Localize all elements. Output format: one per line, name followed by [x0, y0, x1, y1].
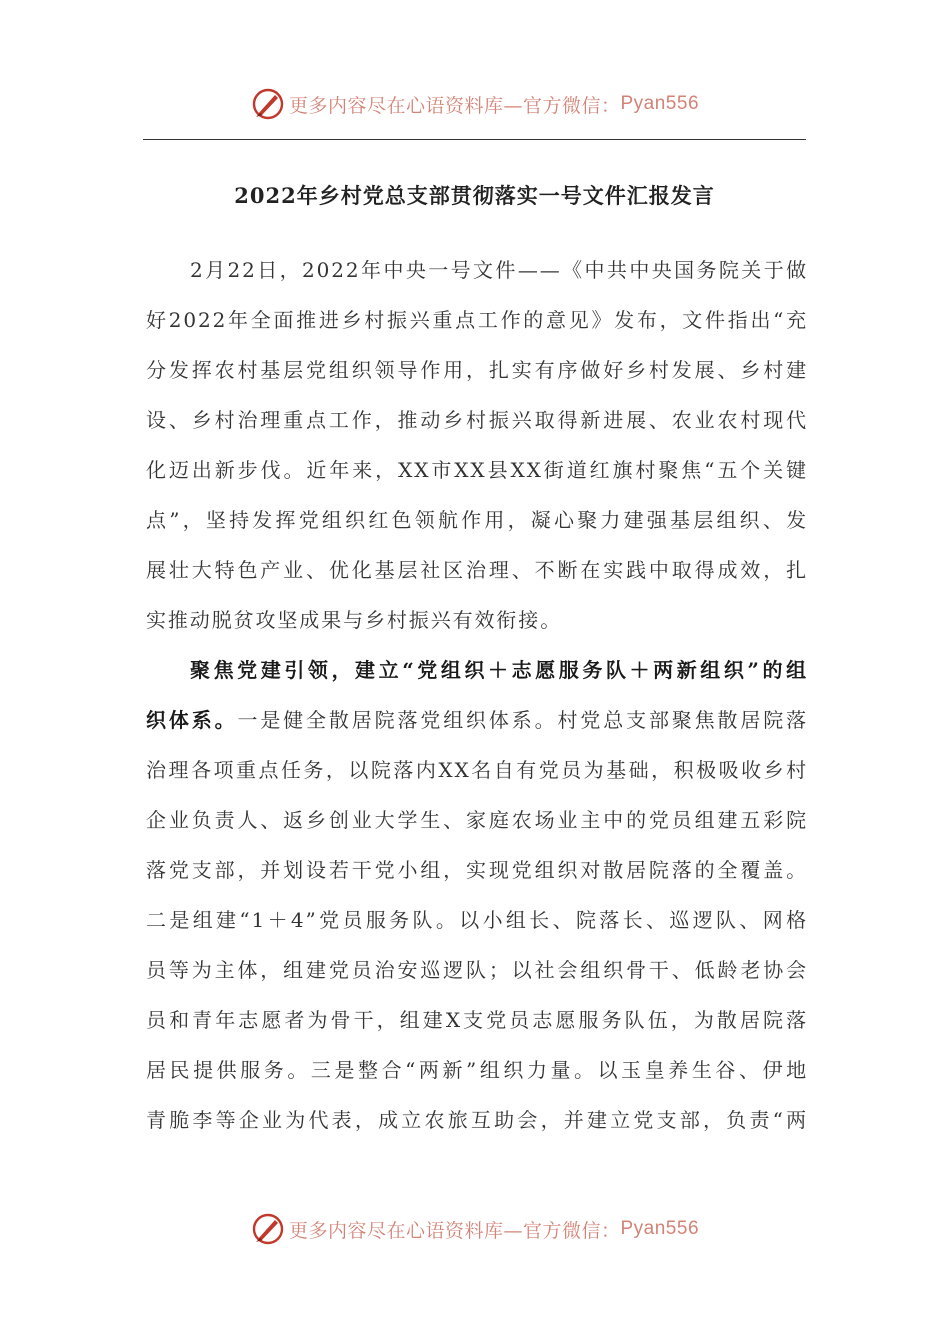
- paragraph-line: 好2022年全面推进乡村振兴重点工作的意见》发布，文件指出“充: [146, 308, 808, 332]
- header-wechat-id: Pyan556: [620, 93, 700, 114]
- paragraph-line: 设、乡村治理重点工作，推动乡村振兴取得新进展、农业农村现代: [146, 408, 808, 432]
- paragraph-line: 员和青年志愿者为骨干，组建X支党员志愿服务队伍，为散居院落: [146, 1008, 808, 1032]
- paragraph-line: 落党支部，并划设若干党小组，实现党组织对散居院落的全覆盖。: [146, 858, 808, 882]
- paragraph-line: 2月22日，2022年中央一号文件——《中共中央国务院关于做: [190, 258, 808, 282]
- pen-logo-icon: [251, 1212, 285, 1246]
- paragraph-line: 员等为主体，组建党员治安巡逻队；以社会组织骨干、低龄老协会: [146, 958, 808, 982]
- paragraph-text: 一是健全散居院落党组织体系。村党总支部聚焦散居院落: [237, 708, 809, 732]
- section-heading-end: 织体系。: [146, 708, 238, 732]
- paragraph-line: 企业负责人、返乡创业大学生、家庭农场业主中的党员组建五彩院: [146, 808, 808, 832]
- header-divider: [143, 139, 806, 140]
- footer-wechat-id: Pyan556: [620, 1218, 700, 1239]
- document-body: [146, 245, 808, 1145]
- paragraph-line: 治理各项重点任务，以院落内XX名自有党员为基础，积极吸收乡村: [146, 758, 808, 782]
- paragraph-line: 居民提供服务。三是整合“两新”组织力量。以玉皇养生谷、伊地: [146, 1058, 808, 1082]
- header-banner: [0, 84, 950, 124]
- footer-banner: [0, 1209, 950, 1249]
- paragraph-line: 二是组建“1＋4”党员服务队。以小组长、院落长、巡逻队、网格: [146, 908, 808, 932]
- section-heading: 聚焦党建引领，建立“党组织＋志愿服务队＋两新组织”的组: [190, 658, 808, 682]
- paragraph-line: 点”，坚持发挥党组织红色领航作用，凝心聚力建强基层组织、发: [146, 508, 808, 532]
- footer-banner-text: 更多内容尽在心语资料库—官方微信：: [288, 1219, 621, 1242]
- section-heading-line: [146, 645, 808, 695]
- paragraph-line: [146, 695, 808, 745]
- paragraph-line: 展壮大特色产业、优化基层社区治理、不断在实践中取得成效，扎: [146, 558, 808, 582]
- document-title: 2022年乡村党总支部贯彻落实一号文件汇报发言: [234, 183, 715, 208]
- header-banner-text: 更多内容尽在心语资料库—官方微信：: [288, 94, 621, 117]
- paragraph-line: 实推动脱贫攻坚成果与乡村振兴有效衔接。: [146, 608, 563, 632]
- paragraph-line: 青脆李等企业为代表，成立农旅互助会，并建立党支部，负责“两: [146, 1108, 808, 1132]
- paragraph-line: 分发挥农村基层党组织领导作用，扎实有序做好乡村发展、乡村建: [146, 358, 808, 382]
- pen-logo-icon: [251, 87, 285, 121]
- paragraph-line: 化迈出新步伐。近年来，XX市XX县XX街道红旗村聚焦“五个关键: [146, 458, 808, 482]
